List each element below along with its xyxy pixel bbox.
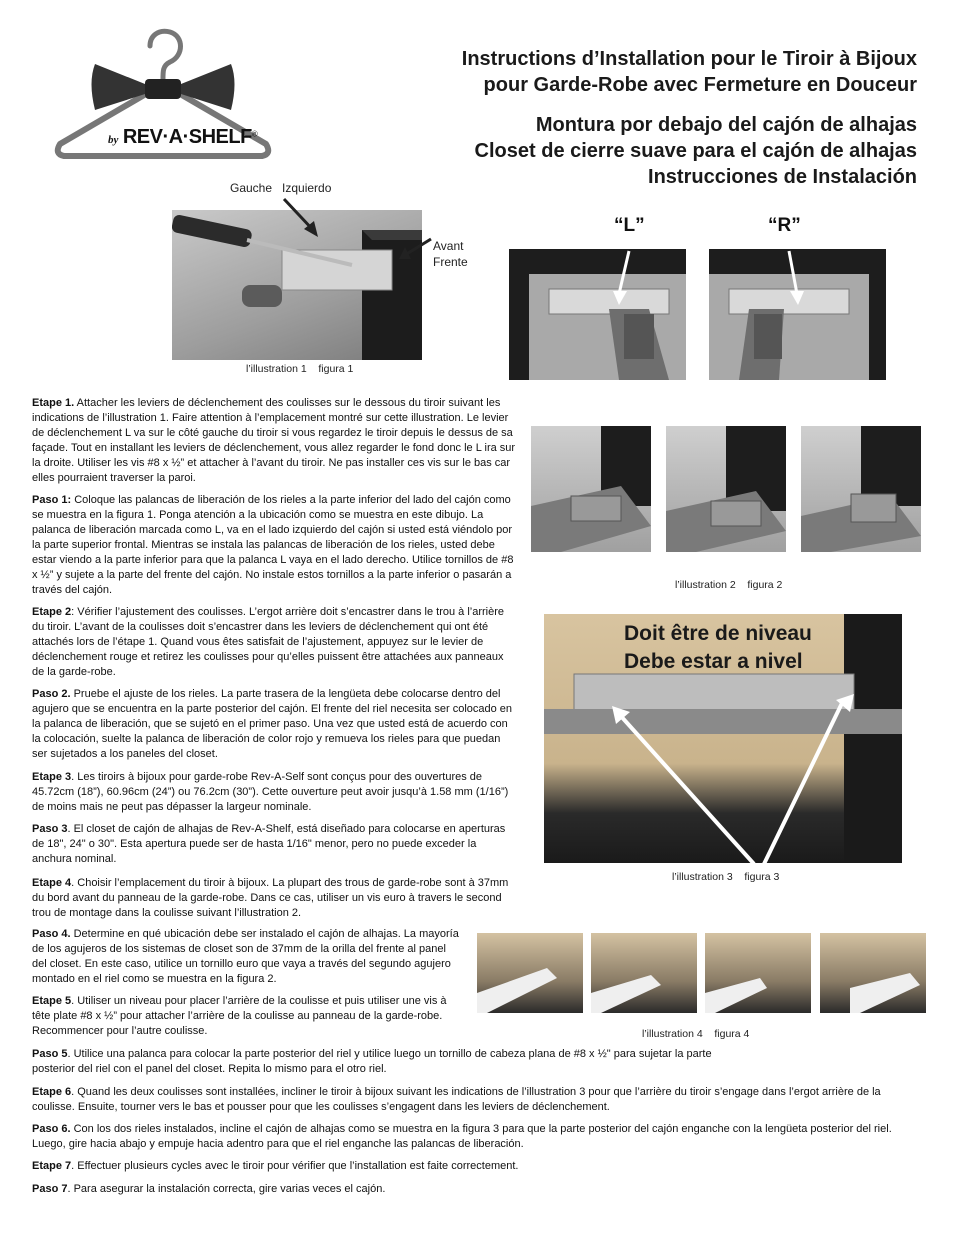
step-etape-1 [32,396,516,486]
step-label: Paso 7 [32,1183,68,1195]
step-text: Con los dos rieles instalados, incline el cajón de alhajas como se muestra en la figura 3 para que la parte posterior del cajón enganche con la lengüeta posterior del riel. Luego, gire hacia abajo y empuje hacia adentro para que el riel enganche las palancas de liberación. [32,1123,892,1150]
label-l: “L” [614,215,645,236]
step-paso-1 [32,493,516,598]
step-label: Etape 3 [32,771,72,783]
step-text: . Utilice una palanca para colocar la parte posterior del riel y utilice luego un tornillo de cabeza plana de #8 x ½" para sujetar la parte posterior del riel con el panel del closet. Repita lo mismo para el otro riel. [32,1048,712,1075]
figure-2-photo-b [666,426,786,552]
logo-brand: REV·A·SHELF [122,126,252,148]
step-label: Etape 2 [32,606,72,618]
photo-r-bracket [709,249,886,380]
figure-2-photo-a [531,426,651,552]
fig1-arrow-front [395,235,435,265]
figure-4-photo-a [477,933,583,1013]
step-paso-2 [32,687,516,762]
step-text: Attacher les leviers de déclenchement des coulisses sur le dessous du tiroir suivant les indications de l’illustration 1. Faire attention à l’emplacement montré sur cette illustration. Le levier de déclenchement L va sur le côté gauche du tiroir si vous regardez le tiroir depuis le dessus de sa façade. Tout en installant les leviers de déclenchement, vous allez regarder le fond donc le L ira sur la droite. Utiliser les vis #8 x ½” et attacher à l’avant du tiroir. Ne pas installer ces vis sur le bas car elles pourraient traverser la paroi. [32,397,516,484]
step-text: . Utiliser un niveau pour placer l’arrière de la coulisse et puis utiliser une vis à tête plate #8 x ½” pour attacher l’arrière de la coulisse au panneau de la garde-robe. Recommencer pour l’autre coulisse. [32,995,447,1037]
step-etape-6 [32,1085,922,1115]
fig4-caption: l’illustration 4 figura 4 [642,1028,750,1040]
fig3-caption: l’illustration 3 figura 3 [672,871,780,883]
step-label: Etape 1. [32,397,75,409]
step-text: . Les tiroirs à bijoux pour garde-robe Rev-A-Self sont conçus pour des ouvertures de 45.72cm (18”), 60.96cm (24”) ou 76.2cm (30”). Cette ouverture peut avoir jusqu’à 1.58 mm (1/16”) de moins mais ne peut pas dépasser la largeur nominale. [32,771,509,813]
step-etape-4 [32,876,516,921]
figure-4-photo-c [705,933,811,1013]
photo-l-bracket [509,249,686,380]
step-text: : Vérifier l’ajustement des coulisses. L’ergot arrière doit s’encastrer dans le trou à l’arrière du tiroir. L’avant de la coulisses doit s’encastrer dans les leviers de déclenchement qui ont été attachés lors de l’étape 1. Quand vous êtes satisfait de l’ajustement, appuyez sur le levier de déclenchement rouge et retirez les coulisses pour qu’elles puissent être attachées aux panneaux de la garde-robe. [32,606,505,678]
logo-by: by [108,134,119,146]
step-text: . Quand les deux coulisses sont installées, incliner le tiroir à bijoux suivant les indications de l’illustration 3 pour que l’arrière du tiroir s’engage dans l’ergot arrière de la coulisse. Ensuite, tourner vers le bas et pousser pour que les coulisses s’engagent dans les leviers de déclenchement. [32,1086,881,1113]
brand-logo [50,22,275,162]
step-label: Paso 4. [32,928,71,940]
fig1-left-label: Gauche Izquierdo [230,181,332,195]
step-paso-6 [32,1122,922,1152]
step-etape-3 [32,770,516,815]
title-es-line1: Montura por debajo del cajón de alhajas [535,114,917,136]
title-fr-line1: Instructions d’Installation pour le Tiroir à Bijoux [461,48,917,70]
step-paso-5 [32,1047,752,1077]
label-r: “R” [768,215,801,236]
step-text: Pruebe el ajuste de los rieles. La parte trasera de la lengüeta debe colocarse dentro del agujero que se encuentra en la parte posterior del cajón. El frente del riel necesita ser colocado en la palanca de liberación, que se sujetó en el primer paso. Una vez que usted está de acuerdo con la colocación, suelte la palanca de liberación de color rojo y remueva los rieles para que puedan ser sujetados a los paneles del closet. [32,688,513,760]
step-etape-7 [32,1159,922,1174]
step-text: . Choisir l’emplacement du tiroir à bijoux. La plupart des trous de garde-robe sont à 37mm du bord avant du panneau de la garde-robe. Dans ce cas, utiliser un vis euro à travers le second trou de montage dans la coulisse suivant l’illustration 2. [32,877,509,919]
title-es-line3: Instrucciones de Instalación [648,166,917,188]
figure-4-photo-b [591,933,697,1013]
step-text: . Effectuer plusieurs cycles avec le tiroir pour vérifier que l’installation est faite correctement. [71,1160,519,1172]
step-label: Etape 7 [32,1160,72,1172]
step-label: Paso 3 [32,823,68,835]
fig3-level-fr: Doit être de niveau [624,622,812,645]
step-text: Coloque las palancas de liberación de los rieles a la parte inferior del lado del cajón como se muestra en la figura 1. Ponga atención a la ubicación como se muestra en este dibujo. La palanca de liberación marcada como L, va en el lado izquierdo del cajón si usted está viéndolo por la parte superior frontal. Mientras se instala las palancas de liberación de los rieles, usted debe estar viendo a la parte inferior para que la palanca L vaya en el lado derecho. Utilice tornillos de #8 x ½” y sujete a la parte del frente del cajón. No instale estos tornillos a la parte inferior o pasarán a través del cajón. [32,494,514,596]
step-paso-4 [32,927,462,987]
step-text: . El closet de cajón de alhajas de Rev-A-Shelf, está diseñado para colocarse en aperturas de 18", 24" o 30". Esta apertura puede ser de hasta 1/16" menor, pero no puede exceder la anchura nominal. [32,823,506,865]
step-text: . Para asegurar la instalación correcta, gire varias veces el cajón. [67,1183,386,1195]
fig2-caption: l’illustration 2 figura 2 [675,579,783,591]
step-paso-7 [32,1182,922,1197]
step-label: Etape 4 [32,877,72,889]
step-label: Etape 5 [32,995,72,1007]
step-label: Etape 6 [32,1086,72,1098]
figure-3-photo [544,614,902,863]
fig1-front-fr: Avant [433,239,464,253]
step-etape-2 [32,605,516,680]
title-es-line2: Closet de cierre suave para el cajón de alhajas [474,140,917,162]
fig3-level-es: Debe estar a nivel [624,650,803,673]
figure-2-photo-c [801,426,921,552]
step-label: Paso 2. [32,688,71,700]
title-fr-line2: pour Garde-Robe avec Fermeture en Douceur [483,74,917,96]
step-label: Paso 6. [32,1123,71,1135]
step-text: Determine en qué ubicación debe ser instalado el cajón de alhajas. La mayoría de los agujeros de los sistemas de closet son de 37mm de la orilla del frente al panel del closet. En este caso, utilice un tornillo euro que vaya a través del segundo agujero montado en el riel como se muestra en la figura 2. [32,928,459,985]
logo-registered: ® [251,129,258,139]
fig1-caption: l’illustration 1 figura 1 [246,363,354,375]
fig1-front-es: Frente [433,255,468,269]
step-label: Paso 1: [32,494,72,506]
title-block [317,46,917,190]
fig1-arrow-left [280,195,340,245]
step-etape-5 [32,994,462,1039]
figure-4-photo-d [820,933,926,1013]
step-paso-3 [32,822,516,867]
step-label: Paso 5 [32,1048,68,1060]
